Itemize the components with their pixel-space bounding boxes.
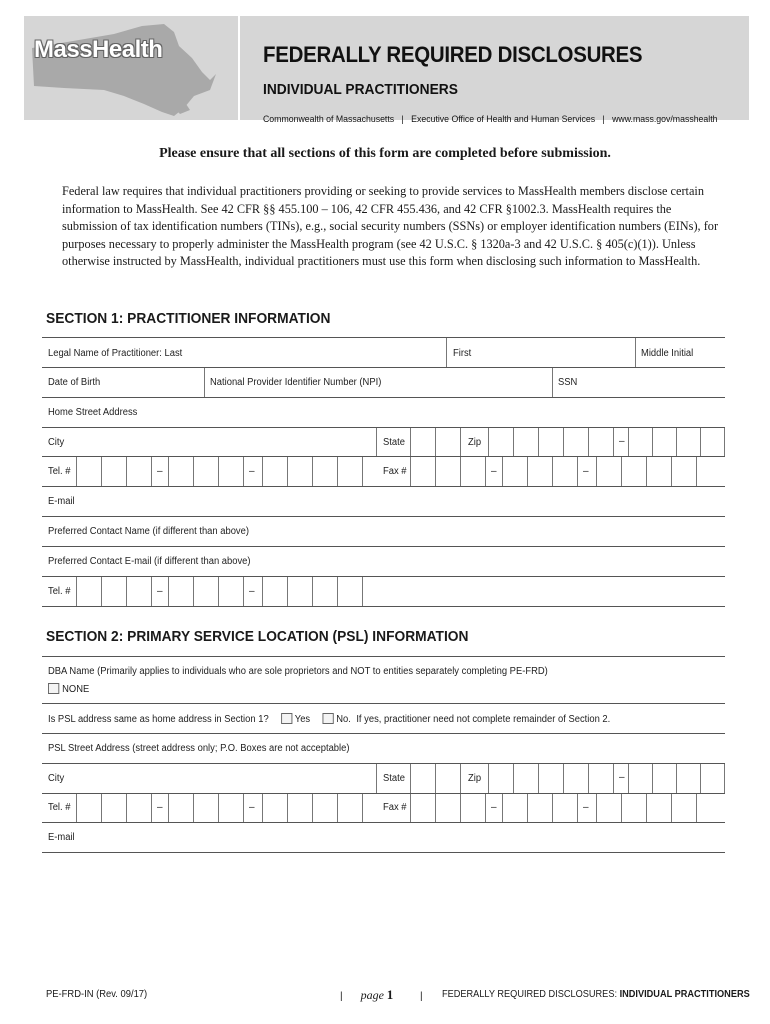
tel-dash: – xyxy=(249,586,255,597)
digit-box xyxy=(76,457,77,486)
preferred-contact-name-label: Preferred Contact Name (if different than above) xyxy=(48,526,249,537)
tel-dash: – xyxy=(157,586,163,597)
state-box xyxy=(435,764,436,793)
digit-box xyxy=(646,457,647,486)
none-option[interactable] xyxy=(48,683,89,695)
digit-box xyxy=(621,794,622,822)
digit-box xyxy=(460,457,461,486)
ssn-label: SSN xyxy=(558,377,578,388)
page-indicator: | page 1 | xyxy=(340,987,423,1002)
zip-box xyxy=(613,764,614,793)
psl-question xyxy=(48,713,610,725)
digit-box xyxy=(646,794,647,822)
no-option[interactable] xyxy=(322,714,351,725)
digit-box xyxy=(243,577,244,606)
zip-box xyxy=(588,428,589,456)
digit-box xyxy=(101,457,102,486)
rule xyxy=(42,367,725,368)
digit-box xyxy=(101,577,102,606)
agency-commonwealth: Commonwealth of Massachusetts xyxy=(263,114,395,125)
no-checkbox[interactable] xyxy=(322,713,333,724)
digit-box xyxy=(410,457,411,486)
divider xyxy=(552,368,553,397)
rule xyxy=(42,576,725,577)
footer-title-prefix: FEDERALLY REQUIRED DISCLOSURES: xyxy=(442,989,618,1000)
divider xyxy=(446,338,447,367)
zip-box xyxy=(513,764,514,793)
tel-dash: – xyxy=(157,802,163,813)
last-name-label: Legal Name of Practitioner: Last xyxy=(48,348,183,359)
digit-box xyxy=(362,457,363,486)
digit-box xyxy=(577,457,578,486)
digit-box xyxy=(435,457,436,486)
home-street-label: Home Street Address xyxy=(48,407,138,418)
digit-box xyxy=(696,457,697,486)
state-box xyxy=(435,428,436,456)
agency-website: www.mass.gov/masshealth xyxy=(612,114,718,125)
fax-dash: – xyxy=(491,466,497,477)
intro-paragraph: Federal law requires that individual practitioners providing or seeking to provide services to MassHealth members disclose certain information to MassHealth. See 42 CFR §§ 455.100 – 106, 42 CFR 455.436, and 42 CFR §1002.3. MassHealth requires the submission of tax identification numbers (TINs), e.g., social security numbers (SSNs) or employer identification numbers (EINs), for purposes necessary to properly administer the MassHealth program (see 42 U.S.C. § 1320a-3 and 42 U.S.C. § 405(c)(1)). Unless otherwise instructed by MassHealth, individual practitioners must use this form when disclosing such information to MassHealth. xyxy=(62,184,719,269)
page-label: page xyxy=(360,988,384,1002)
tel-dash: – xyxy=(249,802,255,813)
rule xyxy=(42,397,725,398)
digit-box xyxy=(312,794,313,822)
rule xyxy=(42,852,725,853)
state-label: State xyxy=(383,437,405,448)
masshealth-logo: MassHealth xyxy=(34,36,163,63)
digit-box xyxy=(126,577,127,606)
none-checkbox[interactable] xyxy=(48,683,59,694)
digit-box xyxy=(527,794,528,822)
rule xyxy=(42,546,725,547)
digit-box xyxy=(552,457,553,486)
divider xyxy=(376,428,377,456)
digit-box xyxy=(337,794,338,822)
zip-box xyxy=(724,764,725,793)
zip-box xyxy=(563,428,564,456)
rule xyxy=(42,733,725,734)
digit-box xyxy=(101,794,102,822)
digit-box xyxy=(151,577,152,606)
preferred-contact-email-label: Preferred Contact E-mail (if different than above) xyxy=(48,556,251,567)
rule xyxy=(42,456,725,457)
digit-box xyxy=(76,794,77,822)
digit-box xyxy=(168,457,169,486)
digit-box xyxy=(193,457,194,486)
digit-box xyxy=(243,457,244,486)
fax-dash: – xyxy=(583,466,589,477)
digit-box xyxy=(552,794,553,822)
psl-city-label: City xyxy=(48,773,65,784)
rule xyxy=(42,337,725,338)
digit-box xyxy=(126,457,127,486)
dob-label: Date of Birth xyxy=(48,377,101,388)
tel-label: Tel. # xyxy=(48,466,71,477)
preferred-tel-label: Tel. # xyxy=(48,586,71,597)
digit-box xyxy=(502,794,503,822)
zip-box xyxy=(613,428,614,456)
page-number: 1 xyxy=(386,987,394,1002)
digit-box xyxy=(193,794,194,822)
footer-title-bold: INDIVIDUAL PRACTITIONERS xyxy=(619,989,750,1000)
digit-box xyxy=(527,457,528,486)
rule xyxy=(42,656,725,657)
banner-divider xyxy=(238,16,240,120)
section-1-prefix: SECTION 1: xyxy=(46,311,124,327)
zip-box xyxy=(700,764,701,793)
digit-box xyxy=(168,577,169,606)
digit-box xyxy=(243,794,244,822)
digit-box xyxy=(337,577,338,606)
digit-box xyxy=(312,577,313,606)
none-label: NONE xyxy=(62,684,90,695)
zip-box xyxy=(724,428,725,456)
digit-box xyxy=(435,794,436,822)
zip-box xyxy=(488,428,489,456)
digit-box xyxy=(671,794,672,822)
fax-dash: – xyxy=(583,802,589,813)
divider xyxy=(376,764,377,793)
city-label: City xyxy=(48,437,65,448)
form-subtitle: INDIVIDUAL PRACTITIONERS xyxy=(263,82,458,98)
rule xyxy=(42,606,725,607)
zip-box xyxy=(538,764,539,793)
header-banner xyxy=(24,16,749,125)
digit-box xyxy=(76,577,77,606)
digit-box xyxy=(485,457,486,486)
rule xyxy=(42,516,725,517)
psl-zip-label: Zip xyxy=(468,773,482,784)
psl-question-text: Is PSL address same as home address in Section 1? xyxy=(48,714,269,725)
digit-box xyxy=(218,794,219,822)
rule xyxy=(42,822,725,823)
tel-dash: – xyxy=(249,466,255,477)
digit-box xyxy=(410,794,411,822)
psl-email-label: E-mail xyxy=(48,832,75,843)
digit-box xyxy=(621,457,622,486)
digit-box xyxy=(287,794,288,822)
yes-checkbox[interactable] xyxy=(281,713,292,724)
digit-box xyxy=(151,794,152,822)
rule xyxy=(42,703,725,704)
digit-box xyxy=(168,794,169,822)
section-2-prefix: SECTION 2: xyxy=(46,629,124,645)
zip-box xyxy=(488,764,489,793)
zip-box xyxy=(563,764,564,793)
zip-label: Zip xyxy=(468,437,482,448)
divider xyxy=(635,338,636,367)
divider xyxy=(460,428,461,456)
state-box xyxy=(410,764,411,793)
state-box xyxy=(410,428,411,456)
zip-box xyxy=(628,428,629,456)
digit-box xyxy=(312,457,313,486)
digit-box xyxy=(460,794,461,822)
divider xyxy=(204,368,205,397)
divider xyxy=(460,764,461,793)
rule xyxy=(42,427,725,428)
tel-dash: – xyxy=(157,466,163,477)
agency-line: Commonwealth of Massachusetts | Executive Office of Health and Human Services | www.mass.gov/masshealth xyxy=(263,114,718,125)
zip-dash: – xyxy=(619,436,625,447)
form-title: FEDERALLY REQUIRED DISCLOSURES xyxy=(263,42,643,67)
digit-box xyxy=(485,794,486,822)
form-id: PE-FRD-IN (Rev. 09/17) xyxy=(46,989,148,1000)
zip-box xyxy=(513,428,514,456)
footer-title xyxy=(442,989,750,1000)
psl-street-label: PSL Street Address (street address only; P.O. Boxes are not acceptable) xyxy=(48,743,350,754)
digit-box xyxy=(502,457,503,486)
psl-state-label: State xyxy=(383,773,405,784)
digit-box xyxy=(218,577,219,606)
section-1-heading: PRACTITIONER INFORMATION xyxy=(127,311,331,327)
npi-label: National Provider Identifier Number (NPI) xyxy=(210,377,382,388)
zip-box xyxy=(700,428,701,456)
psl-tel-label: Tel. # xyxy=(48,802,71,813)
digit-box xyxy=(262,794,263,822)
digit-box xyxy=(262,457,263,486)
yes-label: Yes xyxy=(294,714,311,725)
digit-box xyxy=(362,794,363,822)
digit-box xyxy=(696,794,697,822)
dba-name-label: DBA Name (Primarily applies to individuals who are sole proprietors and NOT to entities separately completing PE-FRD) xyxy=(48,666,548,677)
digit-box xyxy=(287,577,288,606)
completion-notice: Please ensure that all sections of this form are completed before submission. xyxy=(159,146,611,161)
digit-box xyxy=(126,794,127,822)
zip-box xyxy=(588,764,589,793)
yes-option[interactable] xyxy=(281,714,310,725)
section-2-heading: PRIMARY SERVICE LOCATION (PSL) INFORMATION xyxy=(127,629,469,645)
fax-dash: – xyxy=(491,802,497,813)
psl-note: If yes, practitioner need not complete remainder of Section 2. xyxy=(356,714,611,725)
digit-box xyxy=(262,577,263,606)
email-label: E-mail xyxy=(48,496,75,507)
digit-box xyxy=(287,457,288,486)
massachusetts-map-graphic xyxy=(24,16,218,120)
rule xyxy=(42,793,725,794)
section-2-title xyxy=(46,629,468,645)
digit-box xyxy=(596,794,597,822)
section-1-title xyxy=(46,311,330,327)
digit-box xyxy=(596,457,597,486)
fax-label: Fax # xyxy=(383,466,407,477)
agency-eohhs: Executive Office of Health and Human Services xyxy=(411,114,596,125)
digit-box xyxy=(193,577,194,606)
zip-box xyxy=(676,764,677,793)
zip-box xyxy=(652,428,653,456)
zip-dash: – xyxy=(619,772,625,783)
digit-box xyxy=(337,457,338,486)
digit-box xyxy=(151,457,152,486)
digit-box xyxy=(218,457,219,486)
rule xyxy=(42,486,725,487)
first-name-label: First xyxy=(453,348,472,359)
psl-fax-label: Fax # xyxy=(383,802,407,813)
digit-box xyxy=(577,794,578,822)
middle-initial-label: Middle Initial xyxy=(641,348,694,359)
zip-box xyxy=(676,428,677,456)
digit-box xyxy=(362,577,363,606)
zip-box xyxy=(652,764,653,793)
zip-box xyxy=(628,764,629,793)
digit-box xyxy=(671,457,672,486)
rule xyxy=(42,763,725,764)
no-label: No. xyxy=(336,714,351,725)
zip-box xyxy=(538,428,539,456)
